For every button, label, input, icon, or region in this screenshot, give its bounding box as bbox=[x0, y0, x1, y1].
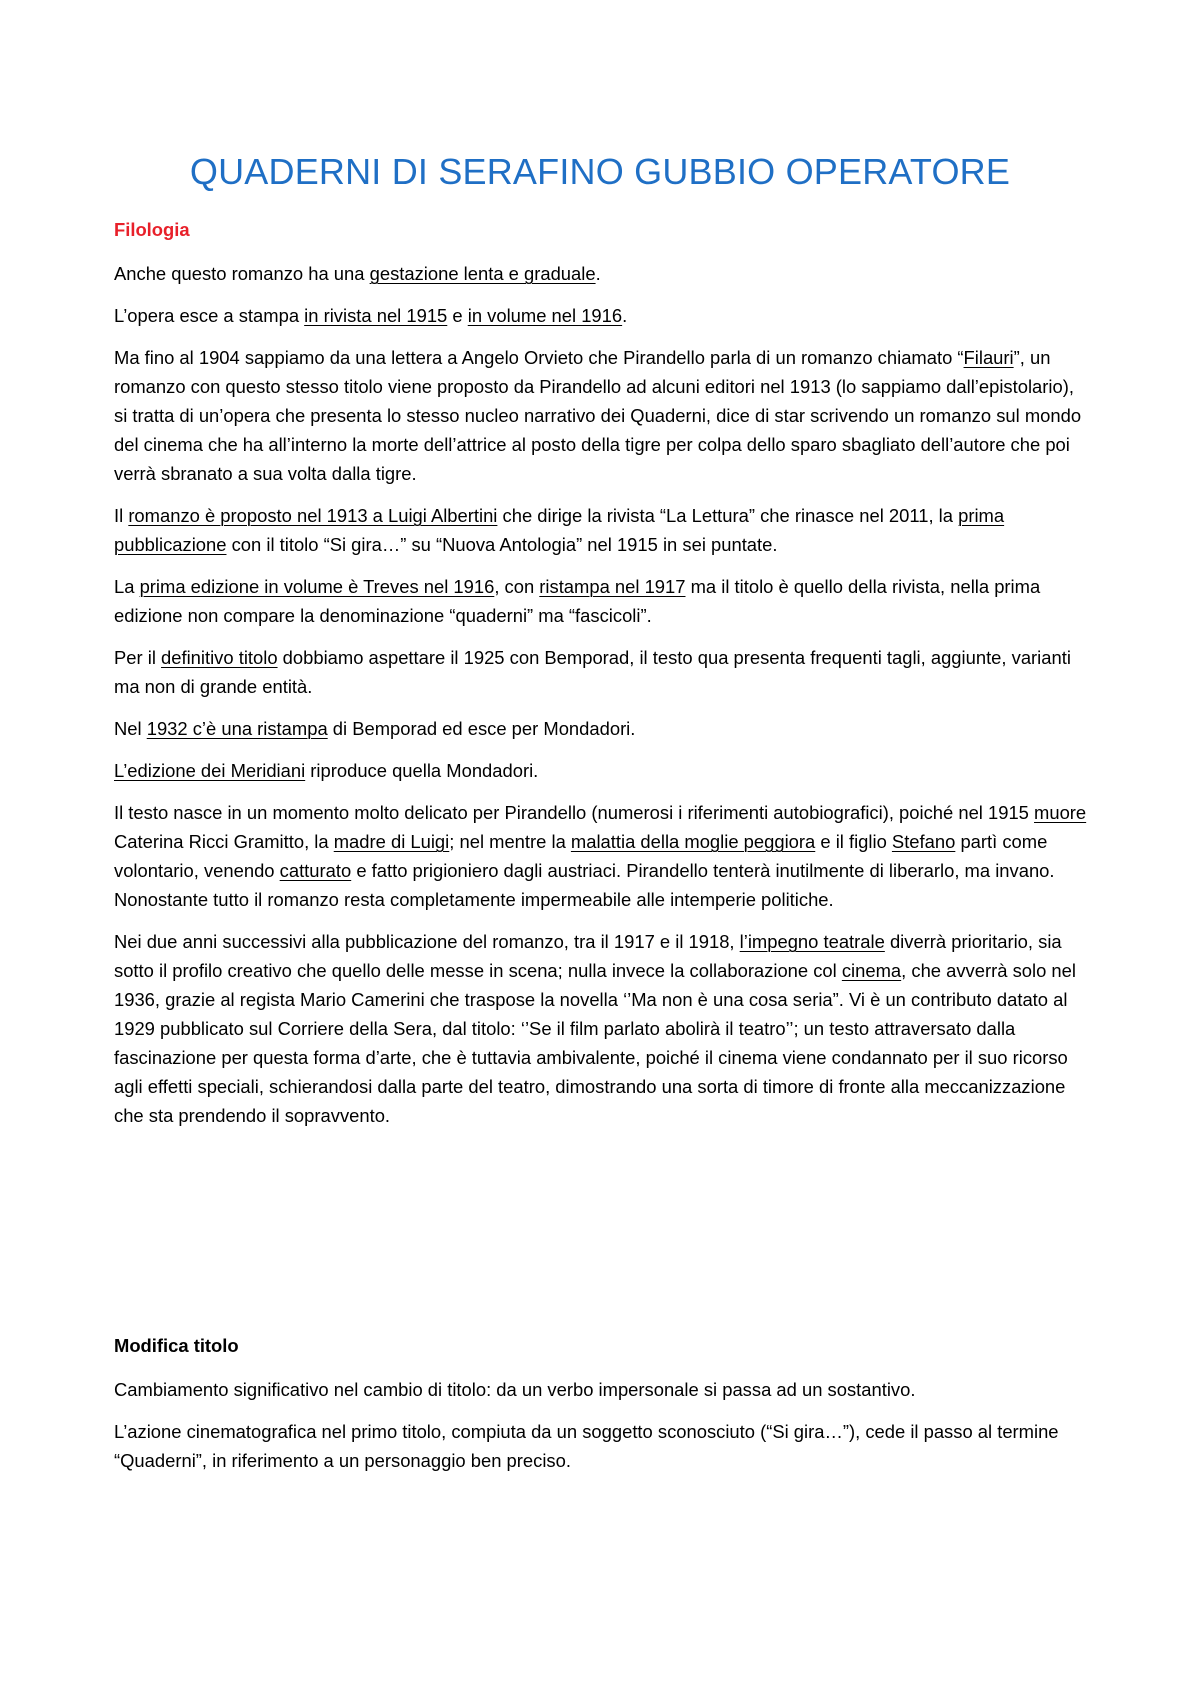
blank-space bbox=[114, 1143, 1092, 1331]
document-body bbox=[114, 215, 1092, 1488]
paragraph: Ma fino al 1904 sappiamo da una lettera a Angelo Orvieto che Pirandello parla di un romanzo chiamato “Filauri”, un romanzo con questo stesso titolo viene proposto da Pirandello ad alcuni editori nel 1913 (lo sappiamo dall’epistolario), si tratta di un’opera che presenta lo stesso nucleo narrativo dei Quaderni, dice di star scrivendo un romanzo sul mondo del cinema che ha all’interno la morte dell’attrice al posto della tigre per colpa dello sparo sbagliato dell’autore che poi verrà sbranato a sua volta dalla tigre. bbox=[114, 347, 1082, 484]
paragraph: L’opera esce a stampa in rivista nel 1915 e in volume nel 1916. bbox=[114, 305, 628, 326]
paragraph: Nei due anni successivi alla pubblicazione del romanzo, tra il 1917 e il 1918, l’impegno teatrale diverrà prioritario, sia sotto il profilo creativo che quello delle messe in scena; nulla invece la collaborazione col cinema, che avverrà solo nel 1936, grazie al regista Mario Camerini che traspose la novella ‘’Ma non è una cosa seria”. Vi è un contributo datato al 1929 pubblicato sul Corriere della Sera, dal titolo: ‘’Se il film parlato abolirà il teatro’’; un testo attraversato dalla fascinazione per questa forma d’arte, che è tuttavia ambivalente, poiché il cinema viene condannato per il suo ricorso agli effetti speciali, schierandosi dalla parte del teatro, dimostrando una sorta di timore di fronte alla meccanizzazione che sta prendendo il sopravvento. bbox=[114, 931, 1076, 1126]
paragraph: Cambiamento significativo nel cambio di titolo: da un verbo impersonale si passa ad un sostantivo. bbox=[114, 1379, 916, 1400]
paragraph: Nel 1932 c’è una ristampa di Bemporad ed esce per Mondadori. bbox=[114, 718, 636, 739]
paragraph: Il testo nasce in un momento molto delicato per Pirandello (numerosi i riferimenti autobiografici), poiché nel 1915 muore Caterina Ricci Gramitto, la madre di Luigi; nel mentre la malattia della moglie peggiora e il figlio Stefano partì come volontario, venendo catturato e fatto prigioniero dagli austriaci. Pirandello tenterà inutilmente di liberarlo, ma invano. Nonostante tutto il romanzo resta completamente impermeabile alle intemperie politiche. bbox=[114, 802, 1087, 910]
section-heading-modifica-titolo: Modifica titolo bbox=[114, 1335, 239, 1356]
paragraph: Il romanzo è proposto nel 1913 a Luigi Albertini che dirige la rivista “La Lettura” che rinasce nel 2011, la prima pubblicazione con il titolo “Si gira…” su “Nuova Antologia” nel 1915 in sei puntate. bbox=[114, 505, 1005, 555]
paragraph: Anche questo romanzo ha una gestazione lenta e graduale. bbox=[114, 263, 601, 284]
paragraph: L’edizione dei Meridiani riproduce quella Mondadori. bbox=[114, 760, 539, 781]
section-heading-filologia: Filologia bbox=[114, 219, 190, 240]
page-title: QUADERNI DI SERAFINO GUBBIO OPERATORE bbox=[189, 151, 1011, 192]
paragraph: La prima edizione in volume è Treves nel 1916, con ristampa nel 1917 ma il titolo è quello della rivista, nella prima edizione non compare la denominazione “quaderni” ma “fascicoli”. bbox=[114, 576, 1041, 626]
paragraph: L’azione cinematografica nel primo titolo, compiuta da un soggetto sconosciuto (“Si gira…”), cede il passo al termine “Quaderni”, in riferimento a un personaggio ben preciso. bbox=[114, 1421, 1059, 1471]
paragraph: Per il definitivo titolo dobbiamo aspettare il 1925 con Bemporad, il testo qua presenta frequenti tagli, aggiunte, varianti ma non di grande entità. bbox=[114, 647, 1071, 697]
